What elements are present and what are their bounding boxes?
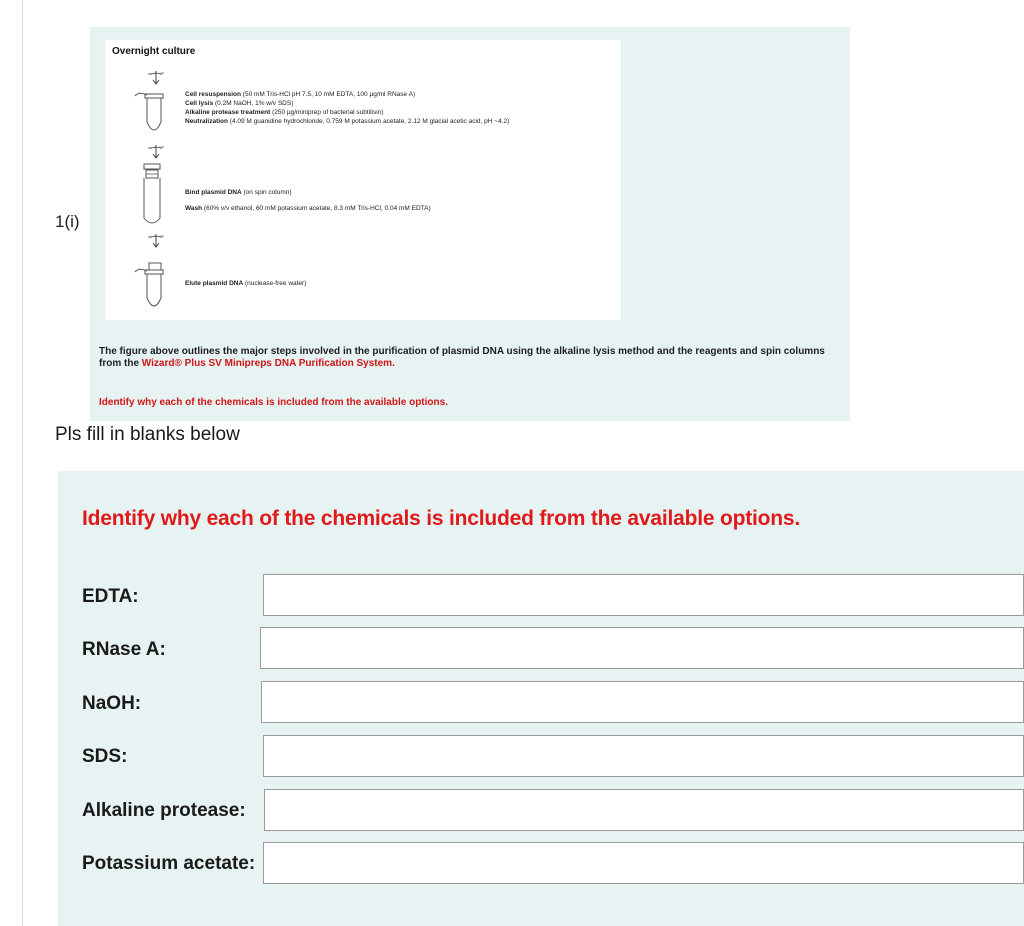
step-wash: Wash (60% v/v ethanol, 60 mM potassium acetate, 8.3 mM Tris-HCl, 0.04 mM EDTA) — [185, 205, 431, 212]
fill-blanks-prompt: Pls fill in blanks below — [55, 424, 240, 445]
edta-label: EDTA: — [82, 586, 139, 607]
question-number: 1(i) — [55, 212, 80, 231]
wizard-system-link[interactable]: Wizard® Plus SV Minipreps DNA Purification System. — [141, 358, 395, 369]
down-arrow-icon — [145, 144, 167, 160]
figure-instruction: Identify why each of the chemicals is included from the available options. — [99, 397, 448, 408]
rnase-a-input[interactable] — [260, 627, 1024, 669]
edta-input[interactable] — [263, 574, 1024, 616]
rnase-a-label: RNase A: — [82, 639, 166, 660]
protocol-figure — [105, 40, 621, 320]
sds-label: SDS: — [82, 746, 128, 767]
spin-column-icon — [141, 162, 163, 228]
step-elute: Elute plasmid DNA (nuclease-free water) — [185, 280, 307, 287]
step-neutralization: Neutralization (4.09 M guanidine hydrochloride, 0.759 M potassium acetate, 2.12 M glacial acetic acid, pH ~4.2) — [185, 118, 510, 125]
figure-caption: The figure above outlines the major steps involved in the purification of plasmid DNA using the alkaline lysis method and the reagents and spin columns from the Wizard® Plus SV Minipreps DNA Purification System. — [99, 346, 825, 369]
step-bind-plasmid: Bind plasmid DNA (on spin column) — [185, 189, 292, 196]
naoh-input[interactable] — [261, 681, 1024, 723]
microtube-icon — [133, 90, 167, 138]
down-arrow-icon — [145, 70, 167, 86]
down-arrow-icon — [145, 233, 167, 249]
step-cell-lysis: Cell lysis (0.2M NaOH, 1% w/v SDS) — [185, 100, 294, 107]
sds-input[interactable] — [263, 735, 1024, 777]
naoh-label: NaOH: — [82, 693, 142, 714]
step-cell-resuspension: Cell resuspension (50 mM Tris-HCl pH 7.5, 10 mM EDTA, 100 µg/ml RNase A) — [185, 91, 416, 98]
figure-title: Overnight culture — [112, 46, 196, 57]
left-divider — [22, 0, 23, 926]
alkaline-protease-label: Alkaline protease: — [82, 800, 246, 821]
alkaline-protease-input[interactable] — [264, 789, 1024, 831]
potassium-acetate-input[interactable] — [263, 842, 1024, 884]
microtube-with-column-icon — [133, 262, 167, 314]
step-alkaline-protease: Alkaline protease treatment (250 µg/miniprep of bacterial subtilisin) — [185, 109, 384, 116]
potassium-acetate-label: Potassium acetate: — [82, 853, 256, 874]
form-title: Identify why each of the chemicals is included from the available options. — [82, 507, 801, 530]
